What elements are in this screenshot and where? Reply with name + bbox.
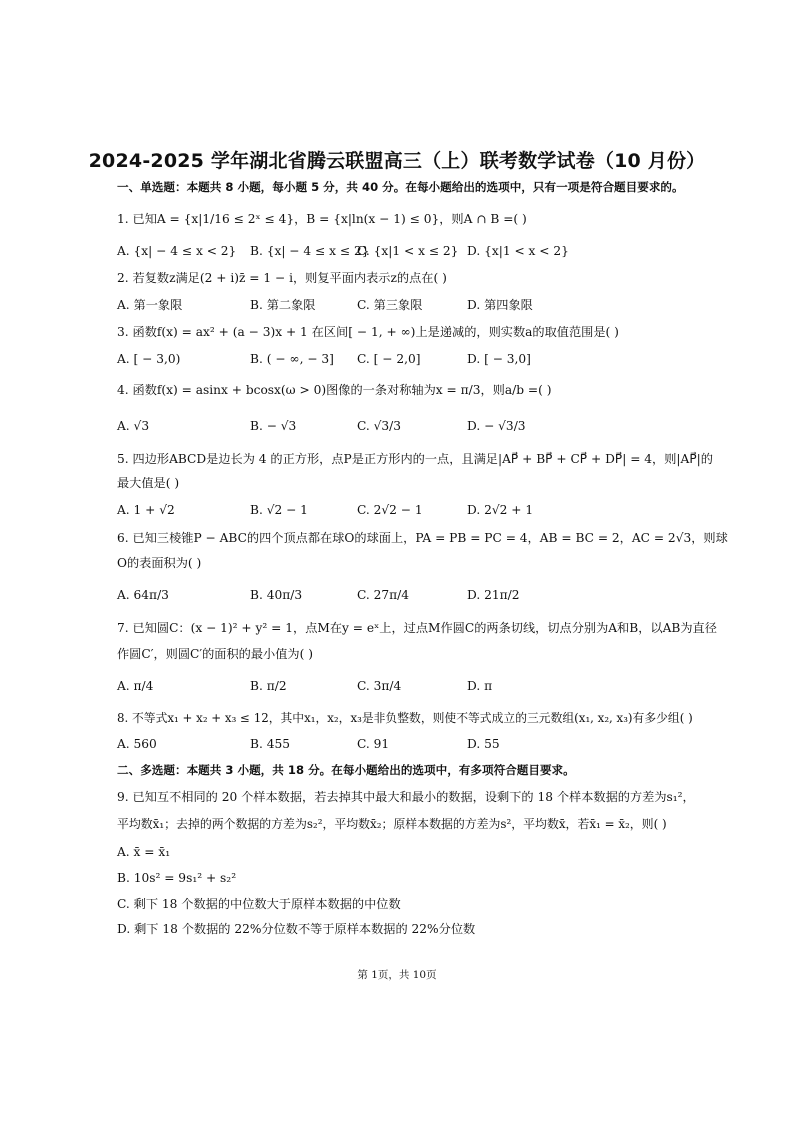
q3-option-b: B. ( − ∞, − 3] — [250, 352, 334, 366]
q4-stem: 4. 函数f(x) = asinx + bcosx(ω > 0)图像的一条对称轴为x = π/3，则a/b =( ) — [117, 383, 552, 397]
q9-option-c: C. 剩下 18 个数据的中位数大于原样本数据的中位数 — [117, 897, 401, 911]
q1-option-c: C. {x|1 < x ≤ 2} — [357, 244, 459, 258]
q8-option-c: C. 91 — [357, 737, 390, 751]
q4-option-d: D. − √3/3 — [467, 419, 526, 433]
q2-option-c: C. 第三象限 — [357, 298, 423, 312]
section-single-choice-header: 一、单选题：本题共 8 小题，每小题 5 分，共 40 分。在每小题给出的选项中，只有一项是符合题目要求的。 — [117, 180, 684, 194]
q9-stem-line1: 9. 已知互不相同的 20 个样本数据，若去掉其中最大和最小的数据，设剩下的 18 个样本数据的方差为s₁²， — [117, 790, 695, 804]
q6-option-a: A. 64π/3 — [117, 588, 169, 602]
q3-option-a: A. [ − 3,0) — [117, 352, 181, 366]
q3-option-c: C. [ − 2,0] — [357, 352, 421, 366]
q8-option-b: B. 455 — [250, 737, 290, 751]
q1-stem: 1. 已知A = {x|1/16 ≤ 2ˣ ≤ 4}，B = {x|ln(x − 1) ≤ 0}，则A ∩ B =( ) — [117, 212, 527, 226]
q7-stem-line1: 7. 已知圆C：(x − 1)² + y² = 1，点M在y = eˣ上，过点M作圆C的两条切线，切点分别为A和B，以AB为直径 — [117, 621, 717, 635]
q8-option-a: A. 560 — [117, 737, 157, 751]
q7-option-d: D. π — [467, 679, 493, 693]
q7-option-c: C. 3π/4 — [357, 679, 402, 693]
q1-option-b: B. {x| − 4 ≤ x ≤ 2} — [250, 244, 370, 258]
q5-option-c: C. 2√2 − 1 — [357, 503, 423, 517]
q5-stem-line2: 最大值是( ) — [117, 476, 180, 490]
q2-option-b: B. 第二象限 — [250, 298, 316, 312]
q9-option-b: B. 10s² = 9s₁² + s₂² — [117, 871, 237, 885]
q3-stem: 3. 函数f(x) = ax² + (a − 3)x + 1 在区间[ − 1, + ∞)上是递减的，则实数a的取值范围是( ) — [117, 325, 619, 339]
page-footer: 第 1页，共 10页 — [357, 969, 437, 981]
q7-option-b: B. π/2 — [250, 679, 287, 693]
q9-option-d: D. 剩下 18 个数据的 22%分位数不等于原样本数据的 22%分位数 — [117, 922, 476, 936]
q2-stem: 2. 若复数z满足(2 + i)z̄ = 1 − i，则复平面内表示z的点在( ) — [117, 271, 447, 285]
q5-option-b: B. √2 − 1 — [250, 503, 308, 517]
q6-option-d: D. 21π/2 — [467, 588, 520, 602]
q4-option-c: C. √3/3 — [357, 419, 402, 433]
q4-option-a: A. √3 — [117, 419, 150, 433]
q1-option-a: A. {x| − 4 ≤ x < 2} — [117, 244, 237, 258]
exam-title: 2024-2025 学年湖北省腾云联盟高三（上）联考数学试卷（10 月份） — [88, 150, 706, 172]
q5-stem-line1: 5. 四边形ABCD是边长为 4 的正方形，点P是正方形内的一点，且满足|AP⃗ + BP⃗ + CP⃗ + DP⃗| = 4，则|AP⃗|的 — [117, 452, 713, 466]
q3-option-d: D. [ − 3,0] — [467, 352, 531, 366]
section-multiple-choice-header: 二、多选题：本题共 3 小题，共 18 分。在每小题给出的选项中，有多项符合题目要求。 — [117, 763, 575, 777]
q5-option-d: D. 2√2 + 1 — [467, 503, 534, 517]
q7-stem-line2: 作圆C′，则圆C′的面积的最小值为( ) — [117, 647, 314, 661]
q9-option-a: A. x̄ = x̄₁ — [117, 845, 171, 859]
q1-option-d: D. {x|1 < x < 2} — [467, 244, 569, 258]
q6-option-c: C. 27π/4 — [357, 588, 410, 602]
q4-option-b: B. − √3 — [250, 419, 297, 433]
q6-stem-line1: 6. 已知三棱锥P − ABC的四个顶点都在球O的球面上，PA = PB = PC = 4，AB = BC = 2，AC = 2√3，则球 — [117, 531, 728, 545]
q2-option-a: A. 第一象限 — [117, 298, 183, 312]
q6-option-b: B. 40π/3 — [250, 588, 303, 602]
q9-stem-line2: 平均数x̄₁；去掉的两个数据的方差为s₂²，平均数x̄₂；原样本数据的方差为s²，平均数x̄，若x̄₁ = x̄₂，则( ) — [117, 817, 667, 831]
q2-option-d: D. 第四象限 — [467, 298, 533, 312]
q8-option-d: D. 55 — [467, 737, 500, 751]
q8-stem: 8. 不等式x₁ + x₂ + x₃ ≤ 12，其中x₁，x₂，x₃是非负整数，则使不等式成立的三元数组(x₁, x₂, x₃)有多少组( ) — [117, 711, 693, 725]
q6-stem-line2: O的表面积为( ) — [117, 556, 202, 570]
q7-option-a: A. π/4 — [117, 679, 154, 693]
q5-option-a: A. 1 + √2 — [117, 503, 175, 517]
